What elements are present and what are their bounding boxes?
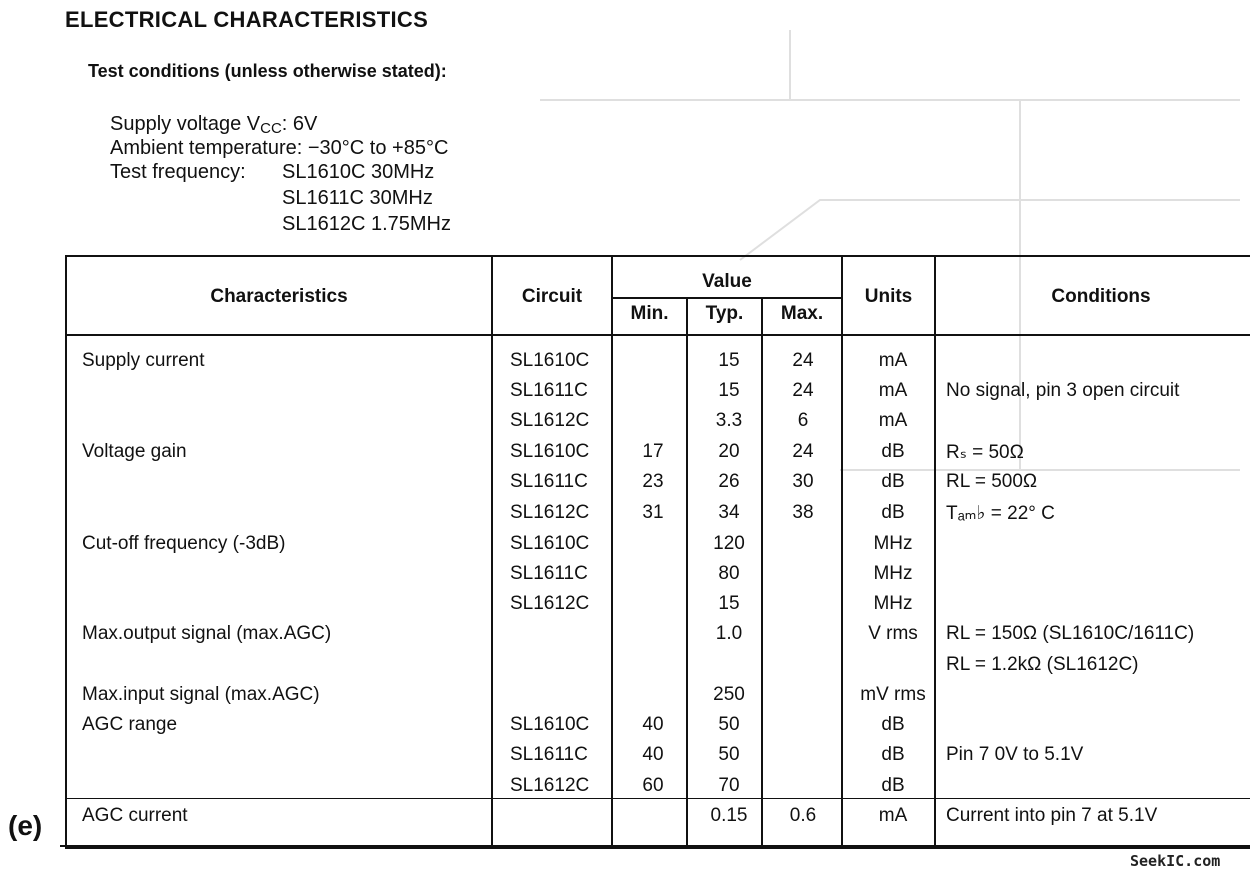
row-typ: 0.15 — [710, 805, 748, 826]
row-circuit: SL1612C — [510, 593, 590, 614]
row-units: dB — [881, 441, 905, 462]
row-condition: RL = 500Ω — [946, 471, 1038, 492]
column-divider — [686, 298, 688, 845]
row-circuit: SL1610C — [510, 533, 590, 554]
row-units: dB — [881, 775, 905, 796]
test-frequency-item: SL1612C 1.75MHz — [282, 213, 451, 235]
row-units: MHz — [873, 593, 913, 614]
row-units: dB — [881, 744, 905, 765]
row-min: 17 — [642, 441, 664, 462]
header-circuit: Circuit — [521, 286, 583, 307]
row-condition: RL = 150Ω (SL1610C/1611C) — [946, 623, 1195, 644]
row-max: 24 — [792, 350, 814, 371]
row-condition: Rₛ = 50Ω — [946, 442, 1024, 463]
row-max: 24 — [792, 380, 814, 401]
column-divider — [611, 257, 613, 845]
row-circuit: SL1611C — [510, 380, 588, 401]
row-circuit: SL1611C — [510, 563, 588, 584]
row-typ: 70 — [718, 775, 740, 796]
test-frequency-label: Test frequency: — [110, 161, 246, 183]
row-typ: 120 — [713, 533, 745, 554]
row-condition: Pin 7 0V to 5.1V — [946, 744, 1084, 765]
column-divider — [761, 298, 763, 845]
row-condition: Tₐₘ♭ = 22° C — [946, 503, 1055, 524]
row-circuit: SL1611C — [510, 744, 588, 765]
row-typ: 50 — [718, 744, 740, 765]
header-conditions: Conditions — [1051, 286, 1151, 307]
row-typ: 250 — [713, 684, 745, 705]
row-typ: 15 — [718, 380, 740, 401]
row-typ: 3.3 — [715, 410, 743, 431]
row-units: dB — [881, 471, 905, 492]
row-characteristic: Cut-off frequency (-3dB) — [82, 533, 286, 554]
row-circuit: SL1610C — [510, 714, 590, 735]
row-characteristic: Max.output signal (max.AGC) — [82, 623, 332, 644]
row-typ: 26 — [718, 471, 740, 492]
row-max: 0.6 — [789, 805, 817, 826]
row-typ: 15 — [718, 593, 740, 614]
row-typ: 80 — [718, 563, 740, 584]
header-units: Units — [864, 286, 913, 307]
header-characteristics: Characteristics — [210, 286, 348, 307]
row-units: mA — [878, 805, 908, 826]
row-condition: RL = 1.2kΩ (SL1612C) — [946, 654, 1139, 675]
test-conditions-heading: Test conditions (unless otherwise stated): — [88, 61, 447, 81]
row-max: 30 — [792, 471, 814, 492]
test-frequency-item: SL1610C 30MHz — [282, 161, 435, 183]
row-condition: No signal, pin 3 open circuit — [946, 380, 1180, 401]
header-divider — [65, 334, 1250, 336]
row-max: 24 — [792, 441, 814, 462]
ambient-temperature-line: Ambient temperature: −30°C to +85°C — [110, 137, 449, 159]
row-units: MHz — [873, 533, 913, 554]
column-divider — [491, 257, 493, 845]
row-min: 23 — [642, 471, 664, 492]
row-characteristic: AGC range — [82, 714, 178, 735]
header-max: Max. — [780, 303, 824, 324]
row-characteristic: Max.input signal (max.AGC) — [82, 684, 320, 705]
row-units: mV rms — [860, 684, 926, 705]
row-min: 31 — [642, 502, 664, 523]
row-circuit: SL1612C — [510, 410, 590, 431]
row-characteristic: AGC current — [82, 805, 188, 826]
row-units: V rms — [868, 623, 918, 644]
row-units: mA — [878, 350, 908, 371]
row-circuit: SL1612C — [510, 502, 590, 523]
row-units: dB — [881, 714, 905, 735]
header-min: Min. — [630, 303, 669, 324]
row-typ: 50 — [718, 714, 740, 735]
watermark: SeekIC.com — [1130, 852, 1221, 870]
row-units: mA — [878, 410, 908, 431]
row-typ: 20 — [718, 441, 740, 462]
baseline-rule — [60, 845, 1250, 847]
page-title: ELECTRICAL CHARACTERISTICS — [65, 7, 429, 32]
row-circuit: SL1610C — [510, 350, 590, 371]
row-min: 40 — [642, 714, 664, 735]
test-frequency-item: SL1611C 30MHz — [282, 187, 433, 209]
row-units: dB — [881, 502, 905, 523]
row-typ: 15 — [718, 350, 740, 371]
row-circuit: SL1611C — [510, 471, 588, 492]
row-min: 40 — [642, 744, 664, 765]
row-circuit: SL1612C — [510, 775, 590, 796]
header-typ: Typ. — [705, 303, 744, 324]
row-typ: 34 — [718, 502, 740, 523]
row-units: MHz — [873, 563, 913, 584]
row-characteristic: Voltage gain — [82, 441, 187, 462]
row-min: 60 — [642, 775, 664, 796]
row-units: mA — [878, 380, 908, 401]
row-max: 6 — [797, 410, 809, 431]
row-circuit: SL1610C — [510, 441, 590, 462]
row-typ: 1.0 — [715, 623, 743, 644]
row-divider — [65, 798, 1250, 799]
row-characteristic: Supply current — [82, 350, 205, 371]
figure-label: (e) — [8, 810, 43, 841]
row-condition: Current into pin 7 at 5.1V — [946, 805, 1158, 826]
header-value: Value — [702, 271, 752, 292]
column-divider — [841, 257, 843, 845]
supply-voltage-line: Supply voltage $V_{CC}$: 6V — [110, 113, 318, 137]
value-subheader-divider — [611, 297, 842, 299]
row-max: 38 — [792, 502, 814, 523]
